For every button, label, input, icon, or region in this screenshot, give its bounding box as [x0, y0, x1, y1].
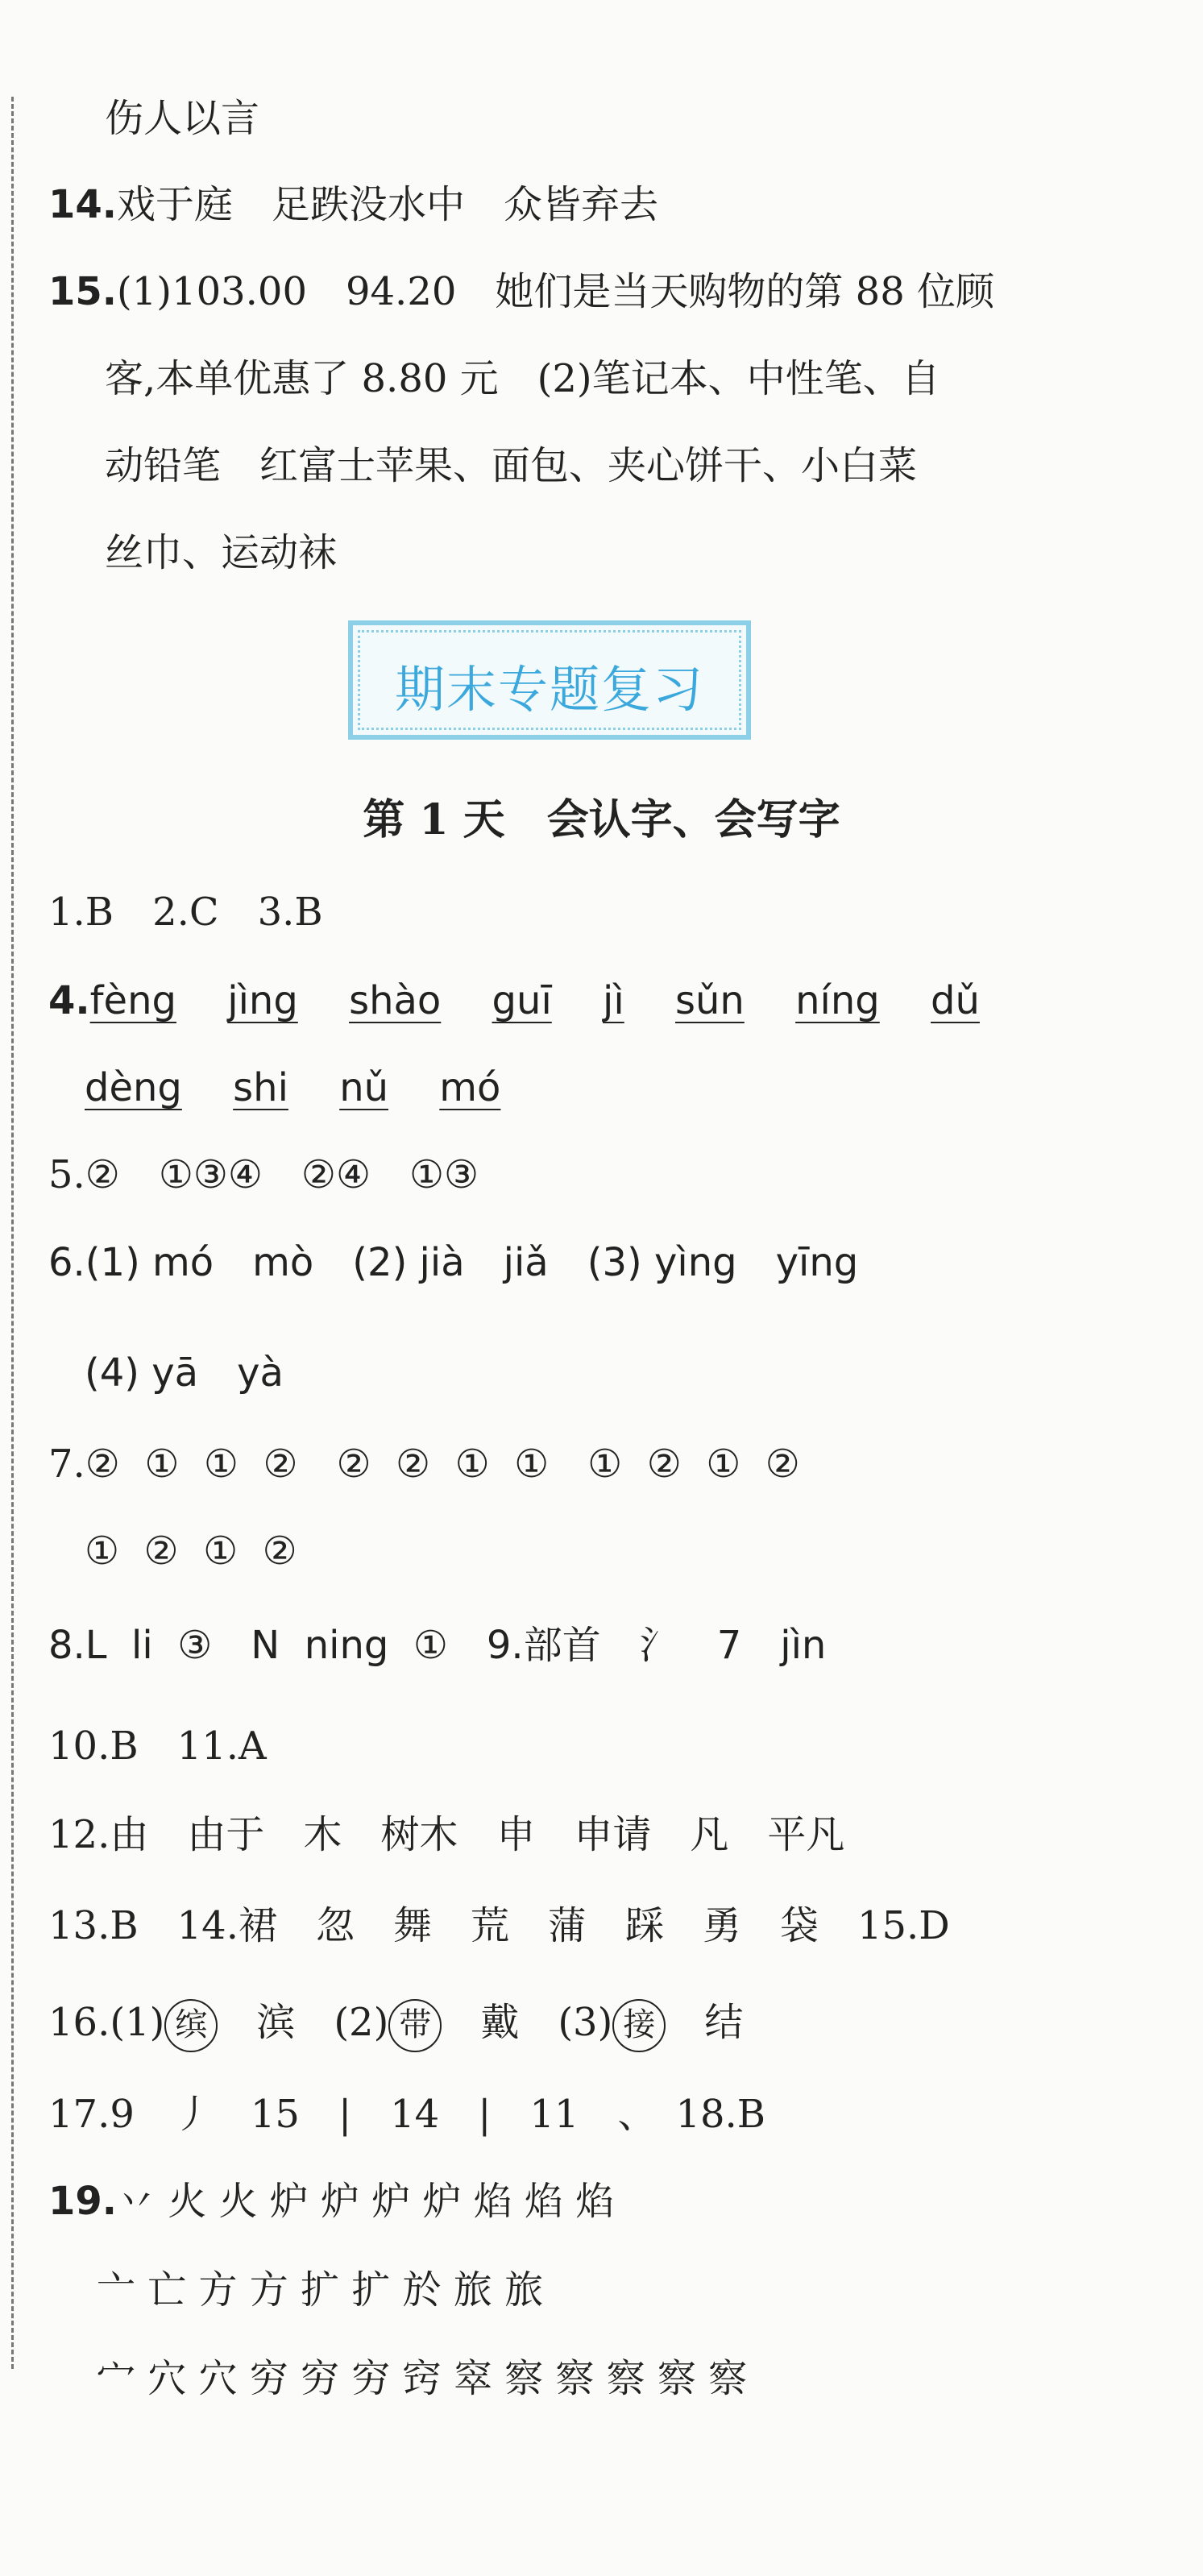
answer-10-11: 10.B 11.A	[48, 1724, 267, 1769]
answer-text: (1)103.00 94.20 她们是当天购物的第 88 位顾	[117, 269, 994, 314]
pinyin: fèng	[89, 978, 176, 1023]
answer-17-18: 17.9 丿 15 | 14 | 11 、 18.B	[48, 2092, 766, 2137]
answer-7-cont: ① ② ① ②	[85, 1529, 297, 1574]
pinyin: nǔ	[339, 1065, 389, 1110]
circled-char: 缤	[164, 1999, 218, 2052]
answer-text: 16.(1)	[48, 2000, 165, 2045]
text-line: 伤人以言	[105, 96, 260, 141]
dashed-cut-line	[11, 97, 14, 2369]
item-number: 15.	[48, 269, 118, 314]
item-number: 14.	[48, 182, 118, 227]
pinyin: dèng	[85, 1065, 182, 1110]
answer-14	[48, 179, 658, 230]
answer-16	[48, 1997, 743, 2052]
answer-19	[48, 2176, 614, 2227]
answer-4-cont	[85, 1062, 500, 1114]
stroke-order-line: 亠 亡 方 方 扩 扩 於 旅 旅	[97, 2267, 544, 2313]
answer-text: 滨 (2)	[218, 2000, 389, 2045]
pinyin: shi	[233, 1065, 288, 1110]
answer-6-cont: (4) yā yà	[85, 1350, 284, 1396]
answer-text: 戏于庭 足跌没水中 众皆弃去	[117, 182, 659, 227]
pinyin: níng	[795, 978, 880, 1023]
pinyin: shào	[349, 978, 442, 1023]
stroke-order-line: 宀 穴 穴 穷 穷 穷 窍 窣 察 察 察 察 察	[97, 2356, 748, 2401]
answer-7: 7.② ① ① ② ② ② ① ① ① ② ① ②	[48, 1441, 800, 1487]
circled-char: 带	[388, 1999, 442, 2052]
text-line: 动铅笔 红富士苹果、面包、夹心饼干、小白菜	[105, 443, 918, 488]
banner-title: 期末专题复习	[394, 660, 704, 719]
answer-6: 6.(1) mó mò (2) jià jiǎ (3) yìng yīng	[48, 1240, 859, 1285]
pinyin: guī	[492, 978, 552, 1023]
pinyin: mó	[439, 1065, 501, 1110]
item-number: 4.	[48, 978, 90, 1023]
answer-text: 戴 (3)	[442, 2000, 613, 2045]
stroke-order: 丷 火 火 炉 炉 炉 炉 焰 焰 焰	[117, 2179, 615, 2224]
pinyin: jìng	[227, 978, 298, 1023]
answer-1-3: 1.B 2.C 3.B	[48, 890, 323, 935]
answer-text: 结	[666, 2000, 744, 2045]
pinyin: dǔ	[931, 978, 980, 1023]
section-title: 第 1 天 会认字、会写字	[363, 795, 840, 844]
circled-char: 接	[612, 1999, 666, 2052]
text-line: 丝巾、运动袜	[105, 530, 338, 575]
text-line: 客,本单优惠了 8.80 元 (2)笔记本、中性笔、自	[105, 356, 940, 401]
answer-13-15: 13.B 14.裙 忽 舞 荒 蒲 踩 勇 袋 15.D	[48, 1903, 950, 1948]
pinyin: sǔn	[674, 978, 745, 1023]
answer-4	[48, 975, 980, 1027]
pinyin: jì	[603, 978, 624, 1023]
answer-12: 12.由 由于 木 树木 申 申请 凡 平凡	[48, 1812, 845, 1857]
answer-8-9: 8.L li ③ N ning ① 9.部首 氵 7 jìn	[48, 1623, 827, 1668]
answer-5: 5.② ①③④ ②④ ①③	[48, 1152, 479, 1197]
item-number: 19.	[48, 2179, 118, 2224]
answer-15	[48, 266, 994, 317]
section-banner	[348, 620, 751, 740]
